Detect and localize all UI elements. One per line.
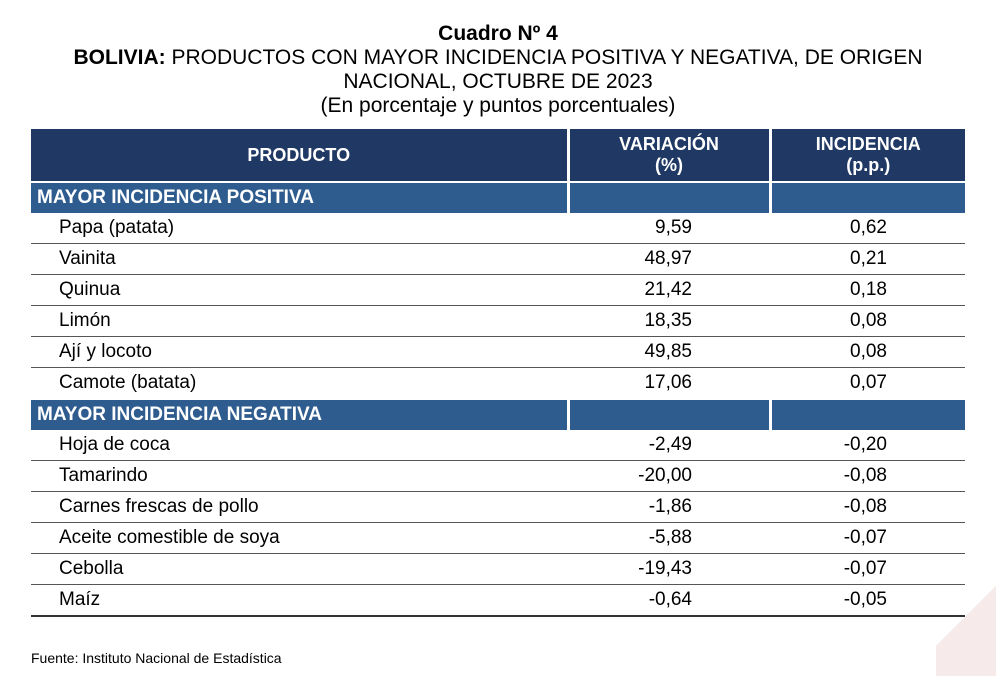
incidencia-cell: 0,08 xyxy=(770,306,965,337)
variacion-cell: 48,97 xyxy=(568,244,770,275)
product-name-cell: Tamarindo xyxy=(31,461,568,492)
table-row xyxy=(31,275,965,306)
corner-decoration xyxy=(936,556,996,676)
source-note: Fuente: Instituto Nacional de Estadística xyxy=(31,650,282,666)
product-name-cell: Cebolla xyxy=(31,554,568,585)
incidencia-cell: 0,07 xyxy=(770,368,965,400)
variacion-cell: 49,85 xyxy=(568,337,770,368)
table-row xyxy=(31,337,965,368)
header-variacion-line2: (%) xyxy=(655,155,683,175)
products-incidence-table xyxy=(31,129,965,617)
header-variacion xyxy=(568,129,770,182)
incidencia-cell: 0,21 xyxy=(770,244,965,275)
table-header-row xyxy=(31,129,965,182)
table-title-line-1 xyxy=(0,46,996,70)
header-incidencia-line2: (p.p.) xyxy=(846,155,891,175)
product-name-cell: Maíz xyxy=(31,585,568,617)
negative-section-body xyxy=(31,399,965,616)
table-row xyxy=(31,523,965,554)
table-row xyxy=(31,585,965,617)
product-name-cell: Ají y locoto xyxy=(31,337,568,368)
variacion-cell: -20,00 xyxy=(568,461,770,492)
table-row xyxy=(31,430,965,461)
table-title-block xyxy=(0,22,996,118)
table-number: Cuadro Nº 4 xyxy=(438,22,558,45)
header-producto: PRODUCTO xyxy=(31,129,568,182)
header-variacion-line1: VARIACIÓN xyxy=(619,134,719,154)
product-name-cell: Hoja de coca xyxy=(31,430,568,461)
variacion-cell: -0,64 xyxy=(568,585,770,617)
title-country: BOLIVIA: xyxy=(73,46,166,69)
variacion-cell: 17,06 xyxy=(568,368,770,400)
table-row xyxy=(31,213,965,244)
variacion-cell: -5,88 xyxy=(568,523,770,554)
incidencia-cell: -0,08 xyxy=(770,461,965,492)
incidencia-cell: -0,07 xyxy=(770,523,965,554)
product-name-cell: Quinua xyxy=(31,275,568,306)
section-cell-blank xyxy=(770,399,965,430)
table-row xyxy=(31,306,965,337)
section-cell-blank xyxy=(568,399,770,430)
section-cell-blank xyxy=(568,182,770,213)
incidencia-cell: -0,08 xyxy=(770,492,965,523)
product-name-cell: Papa (patata) xyxy=(31,213,568,244)
variacion-cell: -1,86 xyxy=(568,492,770,523)
section-cell-blank xyxy=(770,182,965,213)
positive-section-body xyxy=(31,182,965,399)
product-name-cell: Aceite comestible de soya xyxy=(31,523,568,554)
section-label-negative: MAYOR INCIDENCIA NEGATIVA xyxy=(31,399,568,430)
table-row xyxy=(31,461,965,492)
product-name-cell: Vainita xyxy=(31,244,568,275)
title-line-1-rest: PRODUCTOS CON MAYOR INCIDENCIA POSITIVA Y NEGATIVA, DE ORIGEN xyxy=(165,46,923,69)
product-name-cell: Limón xyxy=(31,306,568,337)
incidencia-cell: -0,07 xyxy=(770,554,965,585)
table-row xyxy=(31,492,965,523)
header-incidencia xyxy=(770,129,965,182)
product-name-cell: Carnes frescas de pollo xyxy=(31,492,568,523)
incidencia-cell: -0,05 xyxy=(770,585,965,617)
incidencia-cell: 0,62 xyxy=(770,213,965,244)
variacion-cell: -19,43 xyxy=(568,554,770,585)
variacion-cell: 21,42 xyxy=(568,275,770,306)
incidencia-cell: 0,18 xyxy=(770,275,965,306)
variacion-cell: -2,49 xyxy=(568,430,770,461)
variacion-cell: 18,35 xyxy=(568,306,770,337)
incidencia-cell: -0,20 xyxy=(770,430,965,461)
table-row xyxy=(31,244,965,275)
incidencia-cell: 0,08 xyxy=(770,337,965,368)
product-name-cell: Camote (batata) xyxy=(31,368,568,400)
table-row xyxy=(31,368,965,400)
section-label-positive: MAYOR INCIDENCIA POSITIVA xyxy=(31,182,568,213)
variacion-cell: 9,59 xyxy=(568,213,770,244)
table-title-line-2: NACIONAL, OCTUBRE DE 2023 xyxy=(343,70,653,93)
header-incidencia-line1: INCIDENCIA xyxy=(815,134,921,154)
section-row-positive xyxy=(31,182,965,213)
table-units: (En porcentaje y puntos porcentuales) xyxy=(320,94,676,117)
section-row-negative xyxy=(31,399,965,430)
table-row xyxy=(31,554,965,585)
